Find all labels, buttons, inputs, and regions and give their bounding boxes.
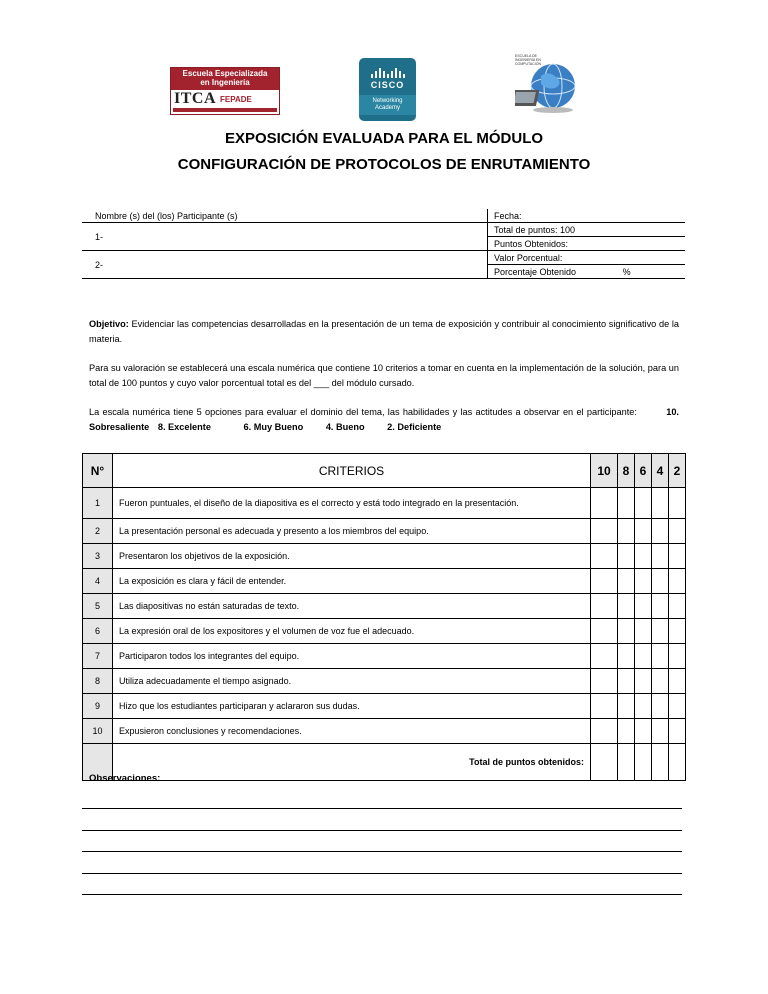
- participant-2-field[interactable]: 2-: [82, 251, 488, 279]
- score-cell[interactable]: [669, 519, 686, 544]
- cisco-subtitle: [359, 95, 416, 115]
- criteria-number: 5: [83, 594, 113, 619]
- criteria-text: Participaron todos los integrantes del equipo.: [113, 644, 591, 669]
- date-field[interactable]: Fecha:: [488, 209, 686, 223]
- criteria-row: [83, 519, 686, 544]
- score-cell[interactable]: [591, 488, 618, 519]
- cisco-brand: CISCO: [370, 80, 405, 90]
- points-obtained-field[interactable]: Puntos Obtenidos:: [488, 237, 686, 251]
- criteria-number: 2: [83, 519, 113, 544]
- itca-logo-line2: en Ingeniería: [200, 77, 250, 87]
- info-row: [82, 223, 685, 237]
- criteria-text: Las diapositivas no están saturadas de texto.: [113, 594, 591, 619]
- cisco-networking-academy-logo: [359, 58, 416, 121]
- total-score-cell[interactable]: [669, 744, 686, 781]
- score-cell[interactable]: [652, 719, 669, 744]
- criteria-row: [83, 488, 686, 519]
- score-cell[interactable]: [635, 719, 652, 744]
- total-row: [83, 744, 686, 781]
- score-cell[interactable]: [591, 519, 618, 544]
- objective-paragraph: [89, 317, 679, 347]
- score-cell[interactable]: [669, 644, 686, 669]
- score-cell[interactable]: [618, 619, 635, 644]
- total-label: Total de puntos obtenidos:: [113, 744, 591, 781]
- score-header-10: 10: [591, 454, 618, 488]
- criteria-row: [83, 694, 686, 719]
- score-header-2: 2: [669, 454, 686, 488]
- observation-line[interactable]: [82, 830, 682, 831]
- observation-line[interactable]: [82, 873, 682, 874]
- cisco-bars-icon: [359, 64, 416, 78]
- objective-text: Evidenciar las competencias desarrolladas en la presentación de un tema de exposición y contribuir al conocimiento significativo de la materia.: [89, 319, 679, 344]
- score-cell[interactable]: [635, 519, 652, 544]
- score-cell[interactable]: [669, 694, 686, 719]
- criteria-text: La exposición es clara y fácil de entender.: [113, 569, 591, 594]
- participant-1-field[interactable]: 1-: [82, 223, 488, 251]
- score-cell[interactable]: [635, 619, 652, 644]
- participant-info-table: [82, 209, 685, 279]
- itca-logo-strip: [173, 108, 277, 112]
- score-cell[interactable]: [591, 669, 618, 694]
- score-cell[interactable]: [591, 619, 618, 644]
- score-cell[interactable]: [591, 569, 618, 594]
- criteria-header: CRITERIOS: [113, 454, 591, 488]
- percent-value-field[interactable]: Valor Porcentual:: [488, 251, 686, 265]
- score-cell[interactable]: [652, 544, 669, 569]
- percent-obtained-field[interactable]: [488, 265, 686, 279]
- total-score-cell[interactable]: [652, 744, 669, 781]
- score-cell[interactable]: [652, 519, 669, 544]
- observations-label: Observaciones:: [89, 773, 161, 784]
- score-cell[interactable]: [635, 669, 652, 694]
- score-cell[interactable]: [669, 569, 686, 594]
- criteria-row: [83, 719, 686, 744]
- criteria-header-row: [83, 454, 686, 488]
- school-globe-logo: [515, 54, 581, 116]
- score-cell[interactable]: [591, 644, 618, 669]
- total-score-cell[interactable]: [635, 744, 652, 781]
- itca-logo-brand-row: [171, 90, 279, 108]
- score-cell[interactable]: [635, 644, 652, 669]
- scale-option: 2. Deficiente: [387, 422, 442, 432]
- info-header-row: [82, 209, 685, 223]
- criteria-number: 9: [83, 694, 113, 719]
- criteria-number: 3: [83, 544, 113, 569]
- criteria-text: Utiliza adecuadamente el tiempo asignado.: [113, 669, 591, 694]
- scale-paragraph: [89, 405, 679, 435]
- score-cell[interactable]: [652, 594, 669, 619]
- criteria-number: 1: [83, 488, 113, 519]
- score-cell[interactable]: [635, 488, 652, 519]
- cisco-sub2: Academy: [374, 105, 400, 111]
- observation-line[interactable]: [82, 808, 682, 809]
- score-cell[interactable]: [669, 488, 686, 519]
- total-score-cell[interactable]: [591, 744, 618, 781]
- score-header-6: 6: [635, 454, 652, 488]
- criteria-number: 4: [83, 569, 113, 594]
- itca-logo-brand: ITCA: [174, 90, 217, 107]
- observation-line[interactable]: [82, 894, 682, 895]
- score-cell[interactable]: [652, 644, 669, 669]
- school-logo-caption: ESCUELA DE INGENIERÍA EN COMPUTACIÓN: [515, 54, 541, 66]
- score-cell[interactable]: [618, 669, 635, 694]
- score-cell[interactable]: [635, 594, 652, 619]
- criteria-number: 8: [83, 669, 113, 694]
- score-cell[interactable]: [652, 694, 669, 719]
- score-cell[interactable]: [618, 694, 635, 719]
- criteria-text: La expresión oral de los expositores y el volumen de voz fue el adecuado.: [113, 619, 591, 644]
- score-cell[interactable]: [591, 594, 618, 619]
- criteria-text: Expusieron conclusiones y recomendaciones.: [113, 719, 591, 744]
- participants-label: Nombre (s) del (los) Participante (s): [82, 209, 488, 223]
- score-cell[interactable]: [591, 719, 618, 744]
- document-title-line2: CONFIGURACIÓN DE PROTOCOLOS DE ENRUTAMIENTO: [177, 156, 591, 173]
- criteria-row: [83, 669, 686, 694]
- percent-obtained-label: Porcentaje Obtenido: [494, 266, 577, 277]
- fepade-logo-text: FEPADE: [220, 94, 252, 104]
- score-cell[interactable]: [652, 488, 669, 519]
- score-cell[interactable]: [669, 544, 686, 569]
- score-cell[interactable]: [618, 544, 635, 569]
- document-title-line1: EXPOSICIÓN EVALUADA PARA EL MÓDULO: [224, 130, 544, 147]
- score-cell[interactable]: [618, 594, 635, 619]
- criteria-number: 6: [83, 619, 113, 644]
- itca-logo-header: [171, 68, 279, 90]
- score-cell[interactable]: [591, 694, 618, 719]
- criteria-row: [83, 594, 686, 619]
- valuation-paragraph: Para su valoración se establecerá una escala numérica que contiene 10 criterios a tomar en cuenta en la implementación de la solución, para un total de 100 puntos y cuyo valor porcentual total es del ___ del módulo cursado.: [89, 363, 679, 388]
- criteria-row: [83, 569, 686, 594]
- score-cell[interactable]: [669, 669, 686, 694]
- criteria-table: [82, 453, 686, 781]
- total-score-cell[interactable]: [618, 744, 635, 781]
- criteria-text: Hizo que los estudiantes participaran y aclararon sus dudas.: [113, 694, 591, 719]
- itca-logo-line1: Escuela Especializada: [182, 69, 268, 78]
- scale-option: 6. Muy Bueno: [243, 422, 304, 432]
- scale-option: 4. Bueno: [325, 422, 365, 432]
- scale-option: 8. Excelente: [157, 422, 211, 432]
- score-cell[interactable]: [635, 694, 652, 719]
- score-cell[interactable]: [652, 569, 669, 594]
- cisco-sub1: Networking: [372, 98, 403, 104]
- score-cell[interactable]: [618, 519, 635, 544]
- score-cell[interactable]: [669, 619, 686, 644]
- scale-option: 10. Sobresaliente: [89, 407, 679, 432]
- score-cell[interactable]: [635, 544, 652, 569]
- scale-intro: La escala numérica tiene 5 opciones para evaluar el dominio del tema, las habilidades y las actitudes a observar en el participante:: [89, 407, 637, 417]
- criteria-row: [83, 544, 686, 569]
- criteria-number: 10: [83, 719, 113, 744]
- total-points-label: Total de puntos: 100: [488, 223, 686, 237]
- score-cell[interactable]: [618, 569, 635, 594]
- score-cell[interactable]: [669, 719, 686, 744]
- score-cell[interactable]: [652, 619, 669, 644]
- score-cell[interactable]: [635, 569, 652, 594]
- criteria-text: La presentación personal es adecuada y presento a los miembros del equipo.: [113, 519, 591, 544]
- score-cell[interactable]: [618, 719, 635, 744]
- criteria-text: Presentaron los objetivos de la exposición.: [113, 544, 591, 569]
- score-cell[interactable]: [591, 544, 618, 569]
- info-row: [82, 251, 685, 265]
- score-cell[interactable]: [618, 488, 635, 519]
- percent-sign: %: [622, 266, 631, 277]
- score-header-4: 4: [652, 454, 669, 488]
- score-cell[interactable]: [652, 669, 669, 694]
- criteria-row: [83, 644, 686, 669]
- score-header-8: 8: [618, 454, 635, 488]
- itca-logo: [170, 67, 280, 115]
- criteria-text: Fueron puntuales, el diseño de la diapositiva es el correcto y está todo integrado en la presentación.: [113, 488, 591, 519]
- observation-line[interactable]: [82, 851, 682, 852]
- criteria-number: 7: [83, 644, 113, 669]
- score-cell[interactable]: [618, 644, 635, 669]
- number-header: N°: [83, 454, 113, 488]
- criteria-row: [83, 619, 686, 644]
- score-cell[interactable]: [669, 594, 686, 619]
- objective-label: Objetivo:: [89, 319, 129, 329]
- criteria-body: [83, 488, 686, 744]
